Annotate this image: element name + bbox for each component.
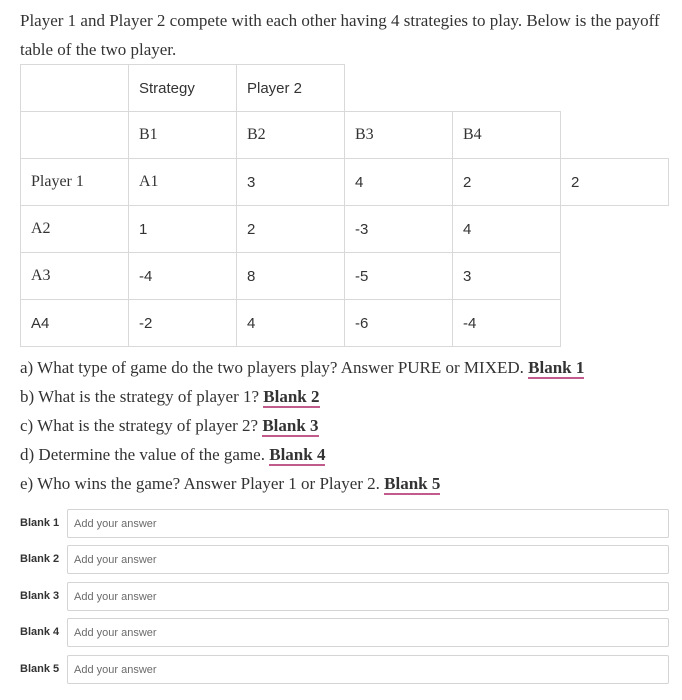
question-item [20,440,584,469]
table-cell: -4 [129,253,237,300]
table-cell: 3 [237,159,345,206]
table-cell: -2 [129,300,237,347]
table-cell: 1 [129,206,237,253]
table-cell: 4 [345,159,453,206]
table-cell: B2 [237,112,345,159]
table-cell: Player 2 [237,65,345,112]
table-cell: A2 [21,206,129,253]
question-text: d) Determine the value of the game. [20,445,265,464]
table-cell-empty [561,112,669,159]
blank-3-input[interactable] [67,582,669,611]
blank-4-input[interactable] [67,618,669,647]
question-item [20,382,584,411]
table-row [21,112,669,159]
table-cell: Player 1 [21,159,129,206]
table-cell-empty [561,253,669,300]
answer-row [20,582,669,611]
answer-row [20,509,669,538]
blank-5-input[interactable] [67,655,669,684]
table-cell: 2 [453,159,561,206]
blank-reference: Blank 2 [263,387,320,406]
table-cell: -4 [453,300,561,347]
table-row [21,65,669,112]
question-text: e) Who wins the game? Answer Player 1 or Player 2. [20,474,380,493]
table-cell: -6 [345,300,453,347]
table-cell: B4 [453,112,561,159]
table-cell [21,112,129,159]
answer-row [20,545,669,574]
payoff-table [20,64,669,347]
table-cell-empty [345,65,453,112]
blank-1-input[interactable] [67,509,669,538]
question-text: a) What type of game do the two players play? Answer PURE or MIXED. [20,358,524,377]
question-list [20,353,584,498]
table-cell: Strategy [129,65,237,112]
table-cell: -3 [345,206,453,253]
table-cell: B3 [345,112,453,159]
answer-label: Blank 1 [20,517,60,529]
table-cell: 2 [237,206,345,253]
table-cell: A4 [21,300,129,347]
table-cell: A1 [129,159,237,206]
answer-row [20,618,669,647]
question-intro: Player 1 and Player 2 compete with each other having 4 strategies to play. Below is the payoff table of the two player. [20,11,660,59]
question-text: b) What is the strategy of player 1? [20,387,260,406]
answer-row [20,655,669,684]
table-cell-empty [561,300,669,347]
table-row [21,206,669,253]
table-cell: 8 [237,253,345,300]
blank-2-input[interactable] [67,545,669,574]
table-cell-empty [561,65,669,112]
table-cell: 3 [453,253,561,300]
table-cell-empty [561,206,669,253]
table-cell: 4 [237,300,345,347]
table-row [21,300,669,347]
question-item [20,469,584,498]
question-item [20,353,584,382]
table-cell: -5 [345,253,453,300]
table-cell: 4 [453,206,561,253]
blank-reference: Blank 1 [528,358,585,377]
question-text: c) What is the strategy of player 2? [20,416,259,435]
table-row [21,159,669,206]
answer-label: Blank 3 [20,590,60,602]
table-cell: B1 [129,112,237,159]
answer-label: Blank 5 [20,663,60,675]
blank-reference: Blank 5 [384,474,441,493]
blank-reference: Blank 3 [262,416,319,435]
table-cell-empty [453,65,561,112]
answer-label: Blank 2 [20,553,60,565]
table-row [21,253,669,300]
question-item [20,411,584,440]
table-cell: A3 [21,253,129,300]
table-cell: 2 [561,159,669,206]
table-cell [21,65,129,112]
blank-reference: Blank 4 [269,445,326,464]
answer-label: Blank 4 [20,626,60,638]
